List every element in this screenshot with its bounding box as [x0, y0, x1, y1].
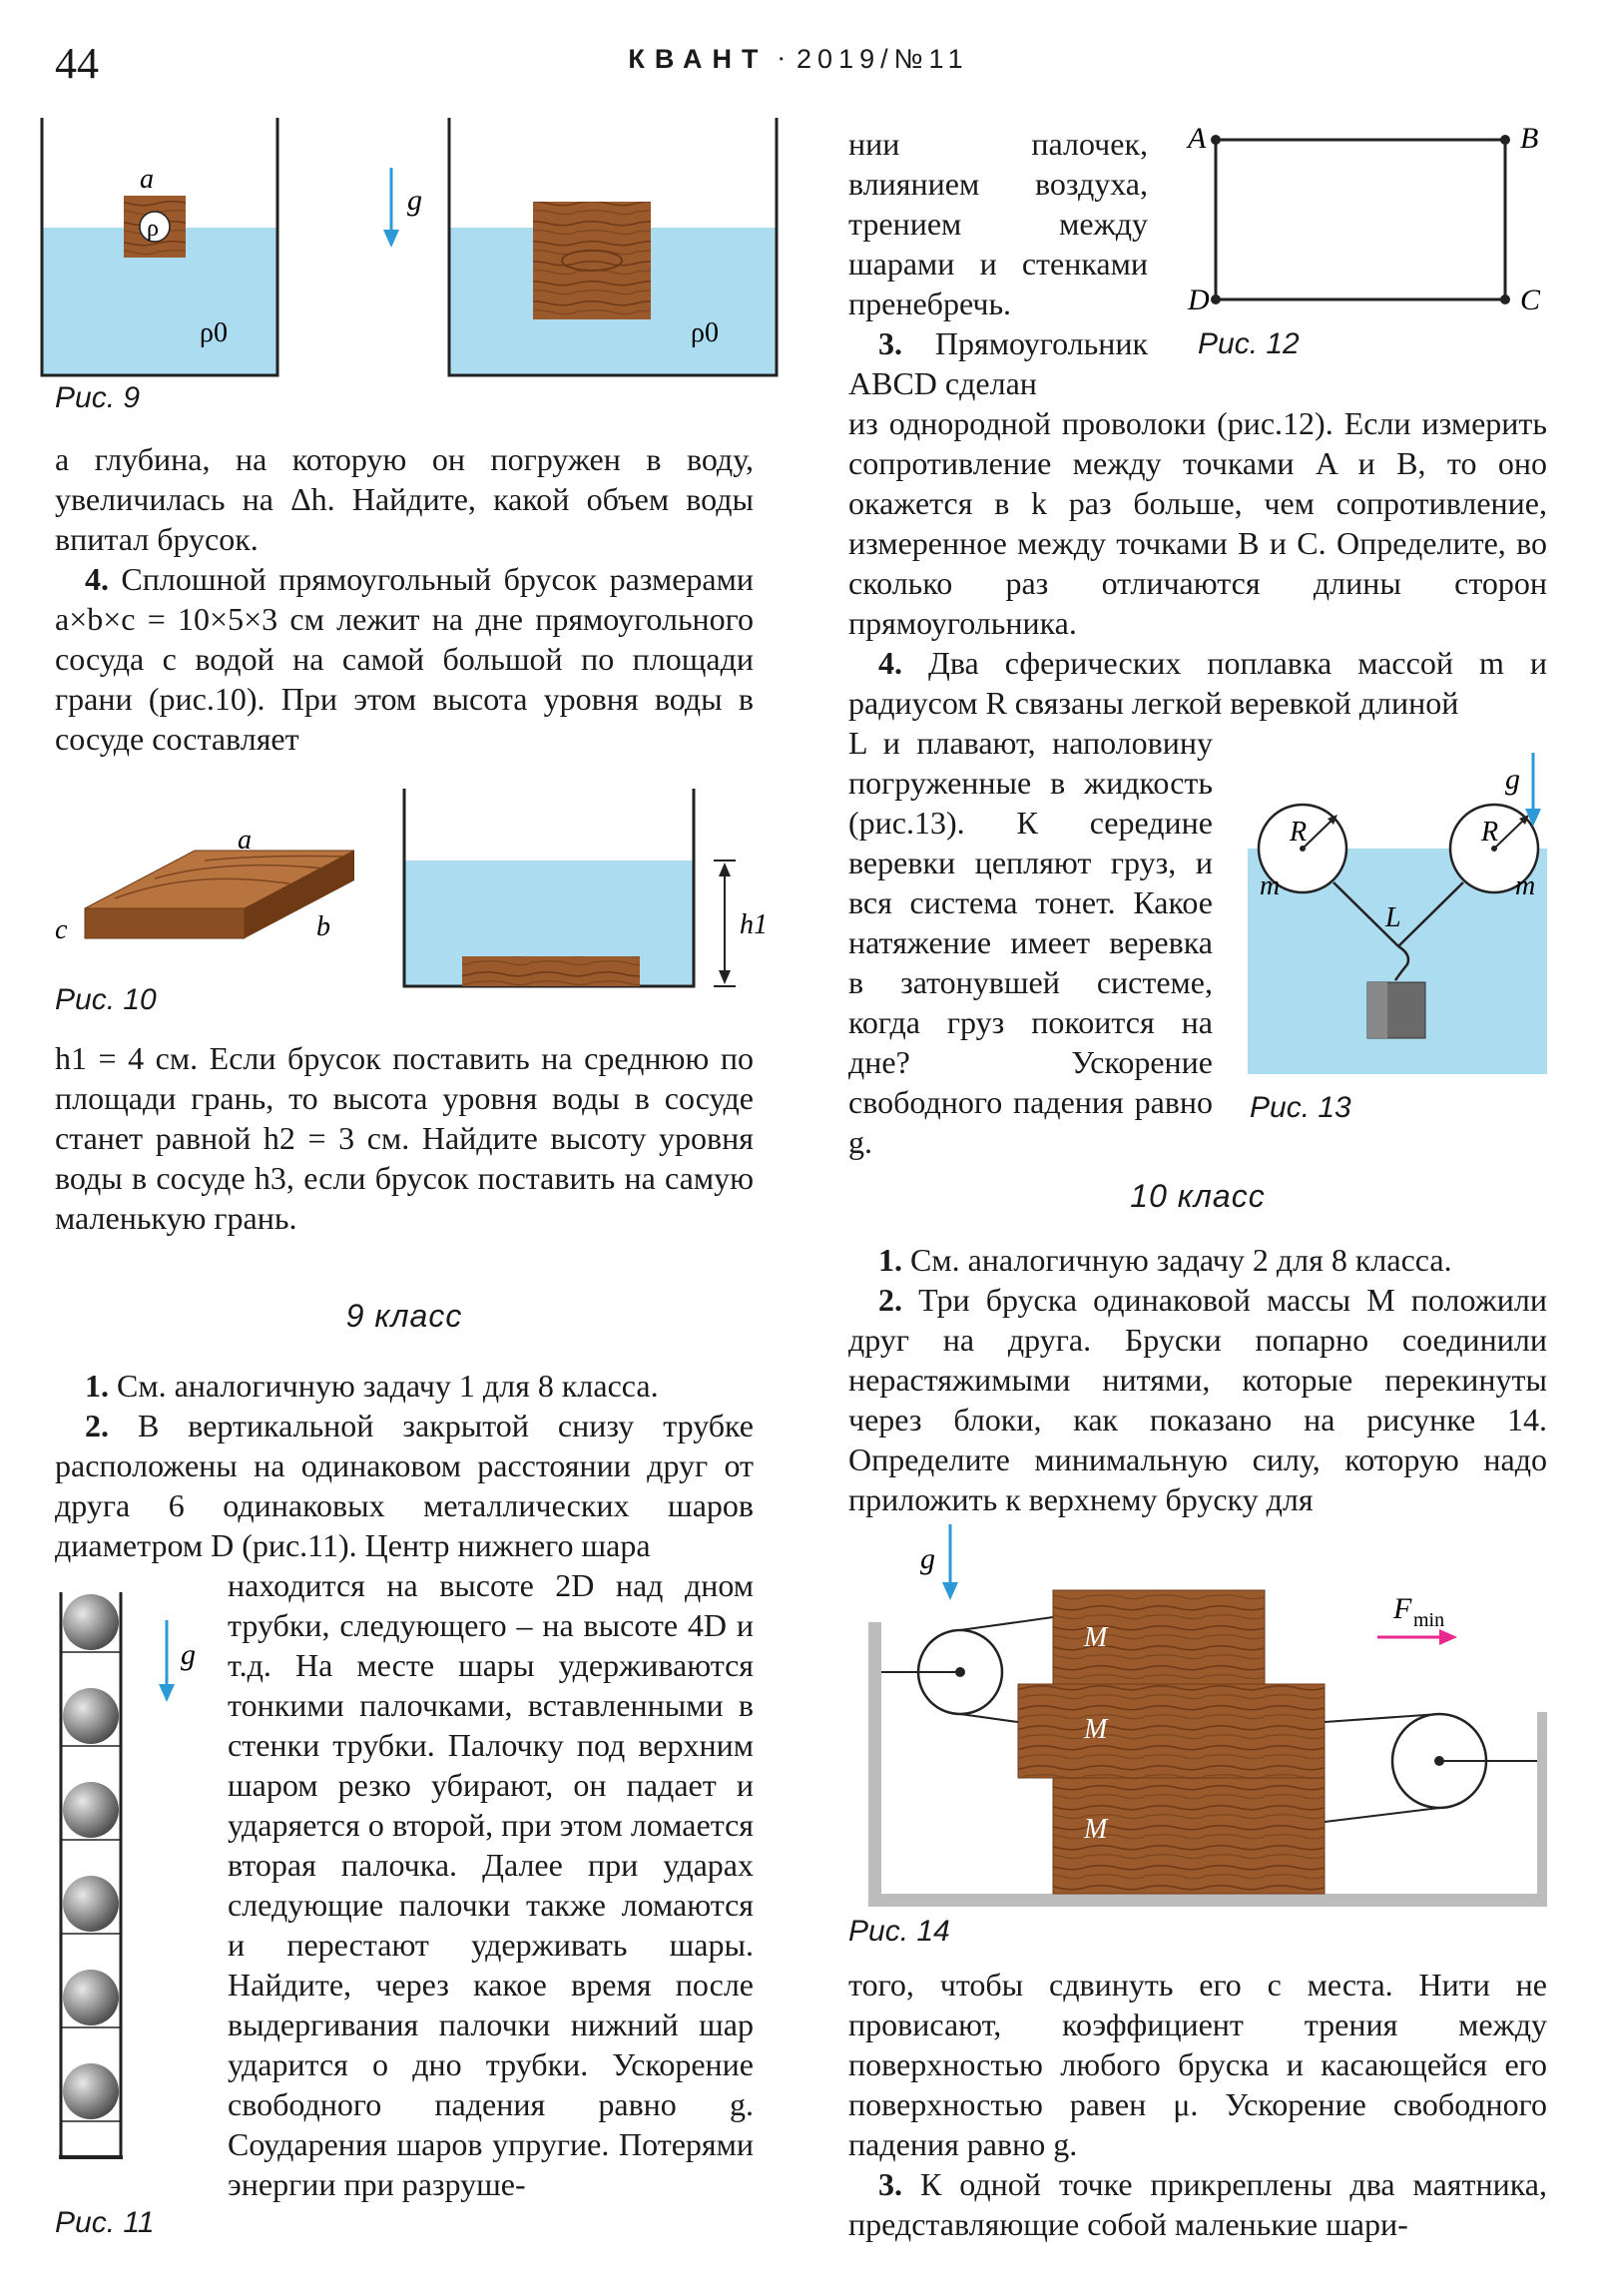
ball [63, 2063, 119, 2119]
fig11-caption: Рис. 11 [55, 2206, 155, 2239]
right-text-block-5 [848, 1965, 1547, 2244]
fig14-M-bottom: M [1084, 1814, 1108, 1845]
left-paragraph-4: 1. См. аналогичную задачу 1 для 8 класса. [85, 1368, 659, 1404]
right-text-block-1 [848, 124, 1148, 403]
fig12-caption: Рис. 12 [1198, 327, 1300, 360]
fig13-R-left: R [1290, 817, 1308, 848]
header-separator: · [777, 44, 789, 74]
fig12-A: A [1188, 122, 1207, 155]
right-paragraph-6: того, чтобы сдвинуть его с места. Нити не провисают, коэффициент трения между поверхностью любого бруска и касающейся его поверхностью равен μ. Ускорение свободного падения равно g. [848, 1967, 1547, 2162]
fig11-g-label: g [181, 1638, 196, 1671]
right-text-block-3 [848, 723, 1213, 1162]
journal-title: КВАНТ [628, 44, 769, 74]
left-text-block-1 [55, 439, 754, 759]
left-paragraph-5-continued: находится на высоте 2D над дном трубки, следующего – на высоте 4D и т.д. На месте шары удерживаются тонкими палочками, вставленными в стенки трубки. Палочку под верхним шаром резко убирают, он падает и ударяется о второй, при этом ломается вторая палочка. Далее при ударах следующие палочки также ломаются и перестают удерживать шары. Найдите, через какое время после выдергивания палочки нижний шар ударится о дно трубки. Ускорение свободного падения равно g. Соударения шаров упругие. Потерями энергии при разруше- [228, 1567, 754, 2202]
fig12-B: B [1520, 122, 1539, 155]
right-paragraph-4: 1. См. аналогичную задачу 2 для 8 класса. [878, 1242, 1452, 1278]
right-paragraph-2b: из однородной проволоки (рис.12). Если измерить сопротивление между точками A и B, то оно окажется в k раз больше, чем сопротивление, измеренное между точками B и C. Определите, во сколько раз отличаются длины сторон прямоугольника. [848, 405, 1547, 641]
ball [63, 1970, 119, 2025]
figure-13 [1248, 747, 1557, 1076]
section-heading-9: 9 класс [345, 1298, 463, 1334]
fig13-R-right: R [1481, 817, 1499, 848]
left-paragraph-3: h1 = 4 см. Если брусок поставить на среднюю по площади грань, то высота уровня воды в сосуде станет равной h2 = 3 см. Найдите высоту уровня воды в сосуде h3, если брусок поставить на самую маленькую грань. [55, 1040, 754, 1236]
fig12-C: C [1520, 284, 1541, 316]
right-paragraph-5: 2. Три бруска одинаковой массы M положили друг на друга. Бруски попарно соединили нерастяжимыми нитями, которые перекинуты через блоки, как показано на рисунке 14. Определите минимальную силу, которую надо приложить к верхнему бруску для [848, 1282, 1548, 1517]
fig13-caption: Рис. 13 [1250, 1091, 1351, 1124]
fig9-a-label: a [140, 164, 154, 195]
ball [63, 1782, 119, 1838]
fig13-m-right: m [1515, 870, 1536, 901]
left-paragraph-1: а глубина, на которую он погружен в воду, увеличилась на Δh. Найдите, какой объем воды впитал брусок. [55, 441, 754, 557]
right-paragraph-1: нии палочек, влиянием воздуха, трением между шарами и стенками пренебречь. [848, 126, 1148, 321]
right-text-block-4 [848, 1240, 1547, 1519]
fig14-M-top: M [1084, 1622, 1108, 1653]
fig14-caption: Рис. 14 [848, 1915, 950, 1948]
block-middle [1018, 1684, 1325, 1778]
fig10-caption: Рис. 10 [55, 983, 157, 1016]
fig10-c-label: c [55, 914, 68, 945]
fig9-rho0-right: ρ0 [691, 317, 719, 348]
fig9-rho-label: ρ [147, 216, 159, 242]
ball [63, 1594, 119, 1650]
right-paragraph-3a: 4. Два сферических поплавка массой m и радиусом R связаны легкой веревкой длиной [848, 645, 1548, 721]
fig13-m-left: m [1260, 870, 1281, 901]
fig12-D: D [1188, 284, 1210, 316]
page-number: 44 [55, 39, 99, 88]
right-paragraph-3b: L и плавают, наполовину погруженные в жидкость (рис.13). К середине веревки цепляют груз, и вся система тонет. Какое натяжение имеет веревка в затонувшей системе, когда груз покоится на дне? Ускорение свободного падения равно g. [848, 725, 1213, 1160]
problem-number: 4. [85, 561, 109, 597]
fig9-g-label: g [407, 184, 422, 217]
fig14-M-middle: M [1084, 1714, 1108, 1745]
fig10-b-label: b [316, 911, 330, 942]
left-text-block-2 [55, 1038, 754, 1238]
right-paragraph-2a: 3. Прямоугольник ABCD сделан [848, 325, 1148, 401]
fig13-g-label: g [1505, 763, 1520, 796]
ball [63, 1876, 119, 1932]
fig9-caption: Рис. 9 [55, 381, 141, 414]
fig10-h1-label: h1 [740, 909, 768, 940]
left-text-block-4 [228, 1565, 754, 2204]
issue-number: 2019/№11 [797, 44, 969, 74]
figure-12 [1178, 118, 1557, 317]
right-text-block-2 [848, 403, 1547, 723]
right-paragraph-7: 3. К одной точке прикреплены два маятника, представляющие собой маленькие шари- [848, 2166, 1547, 2242]
figure-14 [848, 1522, 1557, 1907]
figure-9 [40, 118, 779, 377]
fig13-L-label: L [1385, 902, 1401, 933]
figure-11 [55, 1592, 215, 2161]
fig14-F-label: F [1393, 1592, 1412, 1625]
section-heading-10: 10 класс [1130, 1178, 1266, 1214]
left-paragraph-5: 2. В вертикальной закрытой снизу трубке расположены на одинаковом расстоянии друг от друга 6 одинаковых металлических шаров диаметром D (рис.11). Центр нижнего шара [55, 1408, 755, 1563]
fig14-F-subscript: min [1413, 1609, 1445, 1631]
fig9-rho0-left: ρ0 [200, 317, 228, 348]
left-paragraph-2: 4. Сплошной прямоугольный брусок размерами a×b×c = 10×5×3 см лежит на дне прямоугольного сосуда с водой на самой большой по площади грани (рис.10). При этом высота уровня воды в сосуде составляет [55, 561, 755, 757]
left-text-block-3 [55, 1366, 754, 1565]
running-header [0, 44, 1597, 75]
figure-10 [55, 789, 774, 988]
ball [63, 1688, 119, 1744]
fig10-a-label: a [238, 825, 252, 856]
fig14-g-label: g [920, 1542, 935, 1575]
